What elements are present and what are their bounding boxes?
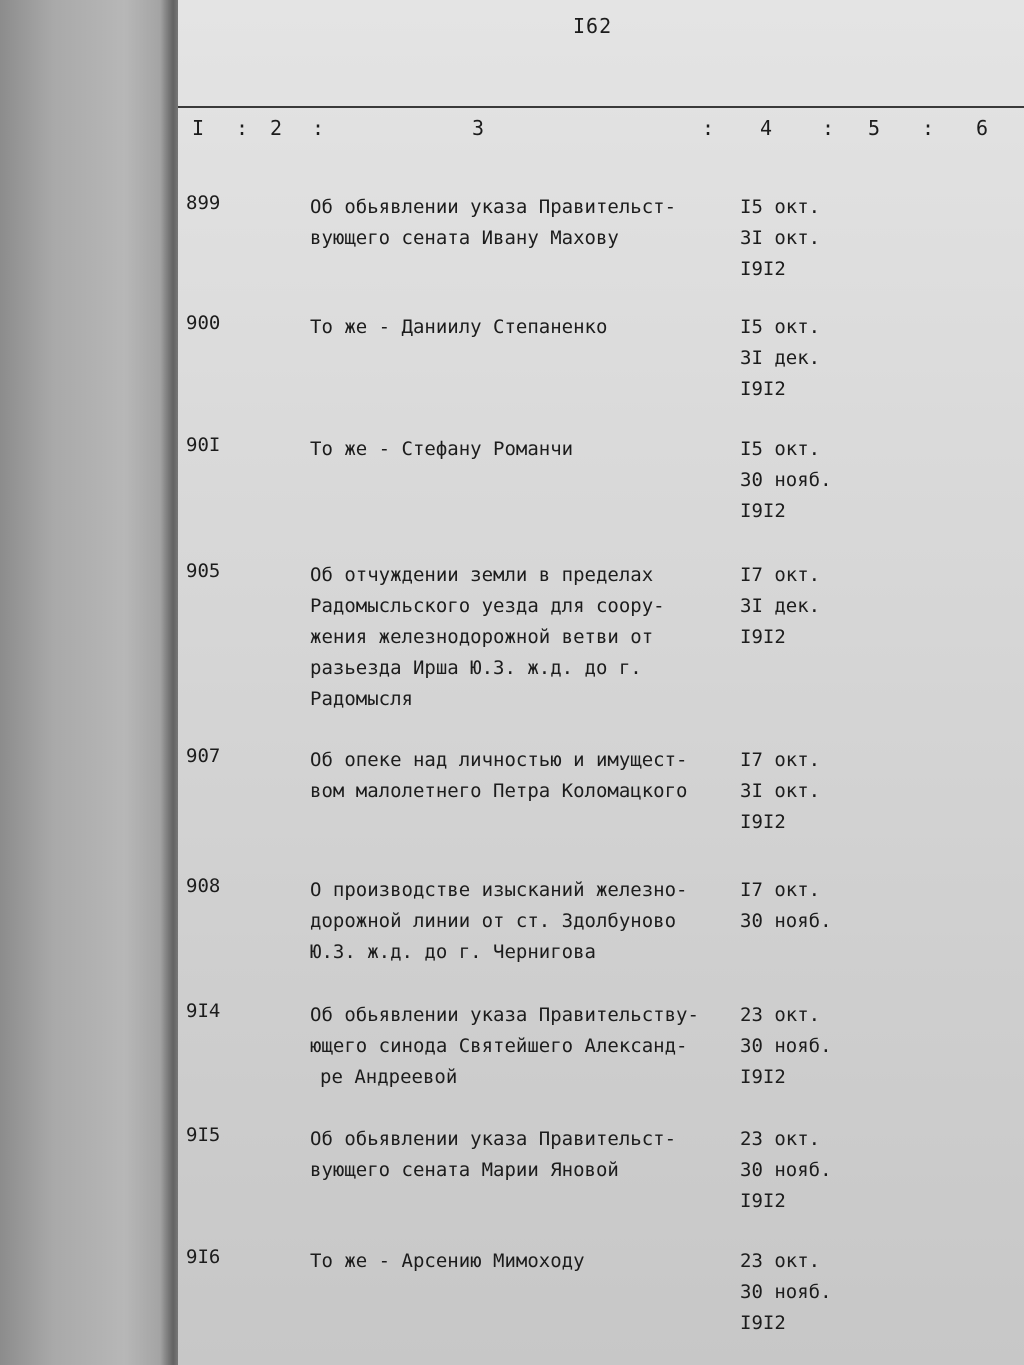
entry-year: I9I2 <box>740 500 786 522</box>
entry-date-end: 30 нояб. <box>740 910 832 932</box>
entry-year: I9I2 <box>740 1066 786 1088</box>
entry-date-start: I5 окт. <box>740 438 821 460</box>
entry-title-line: Ю.З. ж.д. до г. Чернигова <box>310 941 596 963</box>
entry-dates <box>740 1246 832 1339</box>
entry-number: 9I4 <box>186 1000 221 1022</box>
column-header-separator: : <box>822 116 835 140</box>
entry-title-line: Об отчуждении земли в пределах <box>310 564 654 586</box>
entry-title-line: дорожной линии от ст. Здолбуново <box>310 910 677 932</box>
entry-title-line: Об опеке над личностью и имущест- <box>310 749 688 771</box>
column-header-6: 6 <box>976 116 989 140</box>
entry-date-end: 30 нояб. <box>740 1281 832 1303</box>
header-rule <box>178 106 1024 108</box>
column-header-2: 2 <box>270 116 283 140</box>
entry-dates <box>740 1124 832 1217</box>
entry-title-line: вующего сената Марии Яновой <box>310 1159 619 1181</box>
column-header-4: 4 <box>760 116 773 140</box>
entry-year: I9I2 <box>740 378 786 400</box>
entry-title <box>310 192 750 254</box>
entry-date-start: I7 окт. <box>740 879 821 901</box>
entry-title-line: Радомысля <box>310 688 413 710</box>
entry-number: 905 <box>186 560 221 582</box>
entry-number: 9I6 <box>186 1246 221 1268</box>
entry-dates <box>740 434 832 527</box>
entry-title-line: То же - Стефану Романчи <box>310 438 574 460</box>
entry-date-end: 3I дек. <box>740 347 821 369</box>
entry-year: I9I2 <box>740 811 786 833</box>
entry-title <box>310 434 750 465</box>
entry-title <box>310 560 750 715</box>
entry-number: 908 <box>186 875 221 897</box>
column-header-3: 3 <box>472 116 485 140</box>
entry-title-line: жения железнодорожной ветви от <box>310 626 654 648</box>
entry-title-line: разьезда Ирша Ю.З. ж.д. до г. <box>310 657 642 679</box>
entry-date-end: 3I дек. <box>740 595 821 617</box>
entry-number: 9I5 <box>186 1124 221 1146</box>
entry-dates <box>740 192 820 285</box>
entry-title <box>310 312 750 343</box>
entry-date-end: 3I окт. <box>740 227 821 249</box>
column-header-separator: : <box>236 116 249 140</box>
entry-number: 899 <box>186 192 221 214</box>
entry-date-start: I7 окт. <box>740 749 821 771</box>
column-header-separator: : <box>922 116 935 140</box>
entry-number: 900 <box>186 312 221 334</box>
entry-year: I9I2 <box>740 1312 786 1334</box>
entry-title-line: Об обьявлении указа Правительст- <box>310 196 677 218</box>
entry-year: I9I2 <box>740 626 786 648</box>
column-header-1: I <box>192 116 205 140</box>
entry-date-end: 30 нояб. <box>740 469 832 491</box>
entry-title-line: То же - Арсению Мимоходу <box>310 1250 585 1272</box>
entry-title <box>310 1000 750 1093</box>
page-number: I62 <box>573 14 613 38</box>
entry-title-line: То же - Даниилу Степаненко <box>310 316 608 338</box>
entry-title-line: ющего синода Святейшего Александ- <box>310 1035 688 1057</box>
entry-date-start: 23 окт. <box>740 1128 821 1150</box>
entry-title-line: вом малолетнего Петра Коломацкого <box>310 780 688 802</box>
column-header-separator: : <box>702 116 715 140</box>
entry-title-line: Об обьявлении указа Правительству- <box>310 1004 699 1026</box>
entry-title <box>310 1124 750 1186</box>
entry-dates <box>740 560 820 653</box>
left-page-edge <box>0 0 178 1365</box>
entry-dates <box>740 875 832 937</box>
entry-title-line: О производстве изысканий железно- <box>310 879 688 901</box>
entry-date-start: 23 окт. <box>740 1250 821 1272</box>
column-header-row <box>178 116 1024 146</box>
entry-dates <box>740 1000 832 1093</box>
entry-title <box>310 875 750 968</box>
entry-date-end: 3I окт. <box>740 780 821 802</box>
entry-date-start: I5 окт. <box>740 316 821 338</box>
entry-title-line: вующего сената Ивану Махову <box>310 227 619 249</box>
entry-year: I9I2 <box>740 258 786 280</box>
column-header-5: 5 <box>868 116 881 140</box>
entry-year: I9I2 <box>740 1190 786 1212</box>
entry-date-start: 23 окт. <box>740 1004 821 1026</box>
entry-date-end: 30 нояб. <box>740 1159 832 1181</box>
entry-number: 907 <box>186 745 221 767</box>
entry-date-start: I5 окт. <box>740 196 821 218</box>
entry-dates <box>740 745 820 838</box>
entry-date-start: I7 окт. <box>740 564 821 586</box>
entry-title-line: ре Андреевой <box>320 1066 458 1088</box>
entry-title <box>310 1246 750 1277</box>
entry-date-end: 30 нояб. <box>740 1035 832 1057</box>
entry-title-line: Радомысльского уезда для соору- <box>310 595 665 617</box>
entry-title-line: Об обьявлении указа Правительст- <box>310 1128 677 1150</box>
entry-title <box>310 745 750 807</box>
document-page <box>178 0 1024 1365</box>
column-header-separator: : <box>312 116 325 140</box>
entry-number: 90I <box>186 434 221 456</box>
entry-dates <box>740 312 820 405</box>
